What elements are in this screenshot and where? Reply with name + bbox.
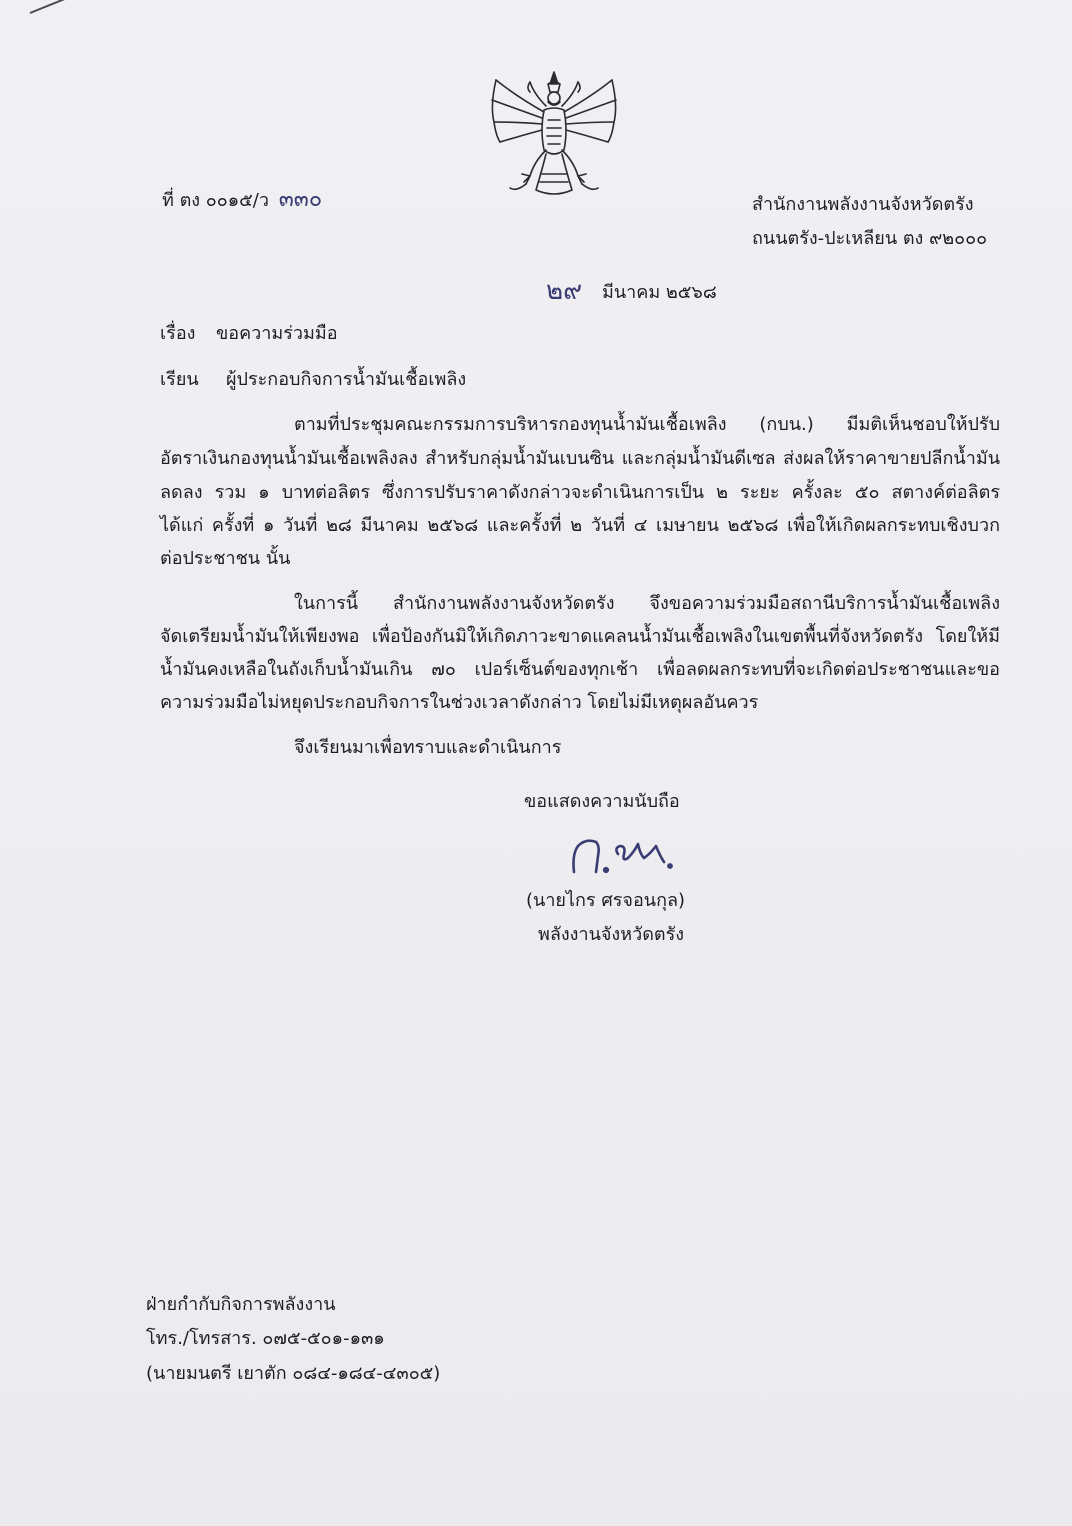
office-name: สำนักงานพลังงานจังหวัดตรัง [752,194,974,215]
footer-phone-fax: โทร./โทรสาร. ๐๗๕-๕๐๑-๑๓๑ [146,1328,385,1349]
pen-stroke-mark [30,0,75,14]
closing-line: จึงเรียนมาเพื่อทราบและดำเนินการ [294,737,562,758]
reference-prefix: ที่ ตง ๐๐๑๕/ว [162,190,269,211]
signer-name: (นายไกร ศรจอนกุล) [526,890,686,911]
reference-number [162,188,322,213]
subject-text: ขอความร่วมมือ [216,323,338,344]
paragraph2-line: จัดเตรียมน้ำมันให้เพียงพอ เพื่อป้องกันมิให้เกิดภาวะขาดแคลนน้ำมันเชื้อเพลิงในเขตพื้นที่จังหวัดตรัง โดยให้มี [160,626,1000,647]
paragraph2-line: น้ำมันคงเหลือในถังเก็บน้ำมันเกิน ๗๐ เปอร์เซ็นต์ของทุกเช้า เพื่อลดผลกระทบที่จะเกิดต่อประชาชนและขอ [160,659,1000,680]
garuda-emblem-icon [486,66,622,202]
reference-number-handwritten: ๓๓๐ [278,187,323,212]
handwritten-signature [564,832,684,878]
office-address: ถนนตรัง-ปะเหลียน ตง ๙๒๐๐๐ [752,228,988,249]
paragraph1-line: ตามที่ประชุมคณะกรรมการบริหารกองทุนน้ำมันเชื้อเพลิง (กบน.) มีมติเห็นชอบให้ปรับ [294,414,1000,435]
paragraph2-line: ความร่วมมือไม่หยุดประกอบกิจการในช่วงเวลาดังกล่าว โดยไม่มีเหตุผลอันควร [160,692,759,713]
complimentary-close: ขอแสดงความนับถือ [524,791,680,812]
footer-department: ฝ่ายกำกับกิจการพลังงาน [146,1294,336,1315]
recipient-text: ผู้ประกอบกิจการน้ำมันเชื้อเพลิง [226,369,467,390]
paragraph1-line: อัตราเงินกองทุนน้ำมันเชื้อเพลิงลง สำหรับกลุ่มน้ำมันเบนซิน และกลุ่มน้ำมันดีเซล ส่งผลให้ราคาขายปลีกน้ำมัน [160,448,1000,469]
paragraph1-line: ลดลง รวม ๑ บาทต่อลิตร ซึ่งการปรับราคาดังกล่าวจะดำเนินการเป็น ๒ ระยะ ครั้งละ ๕๐ สตางค์ต่อลิตร [160,482,1000,503]
paragraph1-line: ต่อประชาชน นั้น [160,548,291,569]
paragraph2-line: ในการนี้ สำนักงานพลังงานจังหวัดตรัง จึงขอความร่วมมือสถานีบริการน้ำมันเชื้อเพลิง [294,593,1000,614]
subject-label: เรื่อง [160,323,196,344]
footer-contact: (นายมนตรี เยาตัก ๐๘๔-๑๘๔-๔๓๐๕) [146,1363,441,1384]
paragraph1-line: ได้แก่ ครั้งที่ ๑ วันที่ ๒๘ มีนาคม ๒๕๖๘ และครั้งที่ ๒ วันที่ ๔ เมษายน ๒๕๖๘ เพื่อให้เกิดผลกระทบเชิงบวก [160,515,1000,536]
signer-title: พลังงานจังหวัดตรัง [538,924,685,945]
recipient-label: เรียน [160,369,199,390]
date-day-handwritten: ๒๙ [546,276,583,306]
date-month-year: มีนาคม ๒๕๖๘ [602,282,717,303]
